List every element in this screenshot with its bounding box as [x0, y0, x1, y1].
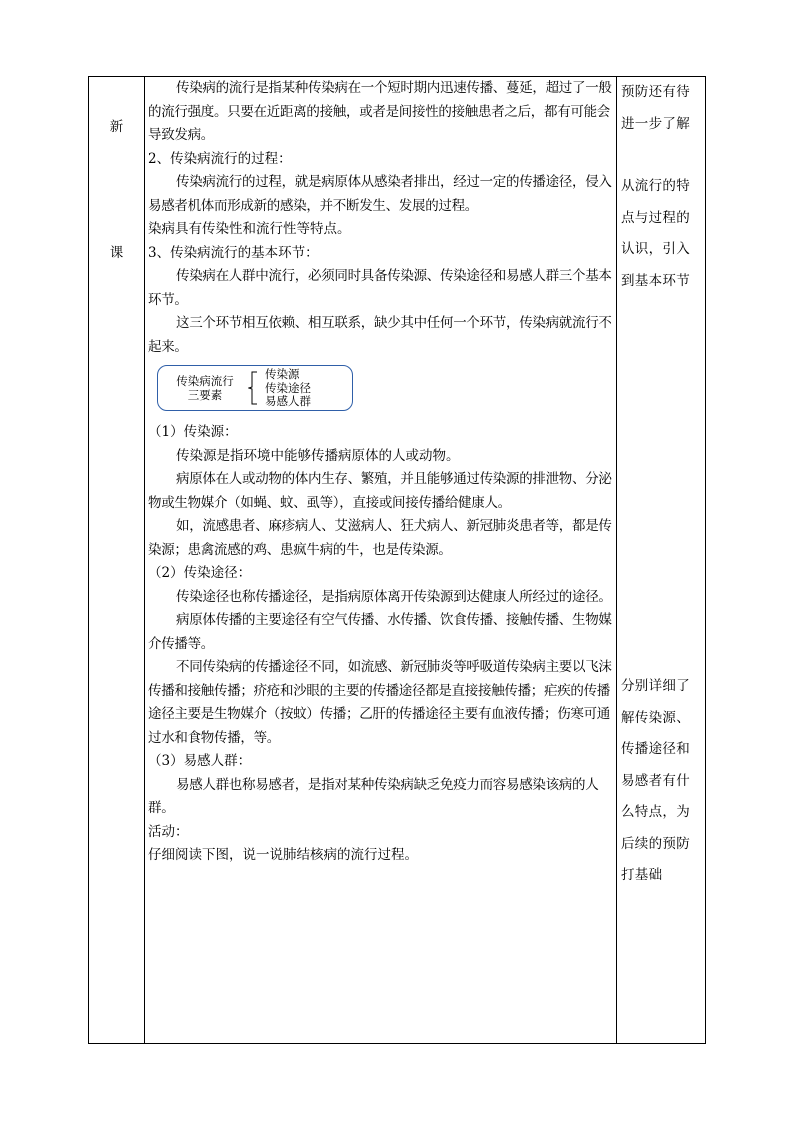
note-line: 传播途径和 [621, 741, 690, 757]
note-line: 到基本环节 [621, 272, 690, 289]
heading-epidemic-process: 2、传染病流行的过程： [148, 150, 292, 167]
design-note-2 [621, 171, 701, 297]
paragraph-susceptible-definition: 易感人群也称易感者，是指对某种传染病缺乏免疫力而容易感染该病的人群。 [148, 776, 599, 816]
table-border-left [88, 76, 89, 1044]
diagram-item-route: 传染途径 [265, 380, 311, 395]
diagram-item-source: 传染源 [265, 367, 300, 381]
diagram-brace-icon [248, 371, 258, 405]
section-label-xin: 新 [109, 119, 124, 135]
note-line: 打基础 [621, 867, 663, 883]
note-line: 点与过程的 [621, 209, 690, 226]
note-line: 认识，引入 [621, 241, 690, 257]
paragraph-three-links: 传染病在人群中流行，必须同时具备传染源、传染途径和易感人群三个基本环节。 [148, 268, 612, 308]
note-line: 后续的预防 [621, 835, 690, 852]
note-line: 进一步了解 [621, 115, 690, 132]
section-label-ke: 课 [109, 245, 124, 261]
diagram-title [167, 374, 243, 402]
paragraph-epidemic-definition: 传染病的流行是指某种传染病在一个短时期内迅速传播、蔓延，超过了一般的流行强度。只要在近距离的接触，或者是间接性的接触患者之后，都有可能会导致发病。 [148, 80, 612, 143]
activity-instruction: 仔细阅读下图，说一说肺结核病的流行过程。 [148, 847, 418, 863]
paragraph-route-types: 病原体传播的主要途径有空气传播、水传播、饮食传播、接触传播、生物媒介传播等。 [148, 612, 612, 652]
table-divider-2 [616, 76, 617, 1044]
paragraph-source-definition: 传染源是指环境中能够传播病原体的人或动物。 [176, 447, 460, 464]
paragraph-source-pathogen: 病原体在人或动物的体内生存、繁殖，并且能够通过传染源的排泄物、分泌物或生物媒介（如蝇、蚊、虱等），直接或间接传播给健康人。 [148, 471, 612, 511]
paragraph-source-examples: 如，流感患者、麻疹病人、艾滋病人、狂犬病人、新冠肺炎患者等，都是传染源；患禽流感的鸡、患疯牛病的牛，也是传染源。 [148, 518, 612, 558]
paragraph-links-interdependent: 这三个环节相互依赖、相互联系，缺少其中任何一个环节，传染病就流行不起来。 [148, 315, 612, 355]
note-line: 么特点，为 [621, 804, 690, 820]
diagram-item-susceptible: 易感人群 [265, 394, 311, 408]
main-content [148, 77, 616, 868]
design-note-1 [621, 77, 701, 140]
note-line: 预防还有待 [621, 84, 690, 100]
diagram-title-line2: 三要素 [187, 388, 223, 402]
note-line: 分别详细了 [621, 678, 690, 694]
paragraph-route-examples: 不同传染病的传播途径不同，如流感、新冠肺炎等呼吸道传染病主要以飞沫传播和接触传播；疥疮和沙眼的主要的传播途径都是直接接触传播；疟疾的传播途径主要是生物媒介（按蚊）传播；乙肝的传播途径主要有血液传播；伤寒可通过水和食物传播，等。 [148, 659, 612, 746]
activity-label: 活动： [148, 823, 189, 840]
paragraph-epidemic-process: 传染病流行的过程，就是病原体从感染者排出，经过一定的传播途径，侵入易感者机体而形成新的感染，并不断发生、发展的过程。 [148, 174, 612, 214]
diagram-title-line1: 传染病流行 [176, 374, 234, 388]
subheading-source: （1）传染源： [148, 424, 238, 440]
note-line: 从流行的特 [621, 178, 690, 194]
table-divider-1 [144, 76, 145, 1044]
design-note-3 [621, 671, 701, 892]
diagram-items [265, 368, 311, 409]
paragraph-route-definition: 传染途径也称传播途径，是指病原体离开传染源到达健康人所经过的途径。 [176, 588, 612, 605]
three-elements-diagram [157, 365, 357, 415]
paragraph-characteristics: 染病具有传染性和流行性等特点。 [148, 221, 351, 237]
table-border-bottom [88, 1043, 706, 1044]
subheading-route: （2）传染途径： [148, 565, 252, 581]
table-border-right [705, 76, 706, 1044]
note-line: 解传染源、 [621, 709, 690, 726]
subheading-susceptible: （3）易感人群： [148, 753, 252, 769]
heading-basic-links: 3、传染病流行的基本环节： [148, 244, 319, 261]
note-line: 易感者有什 [621, 772, 690, 789]
